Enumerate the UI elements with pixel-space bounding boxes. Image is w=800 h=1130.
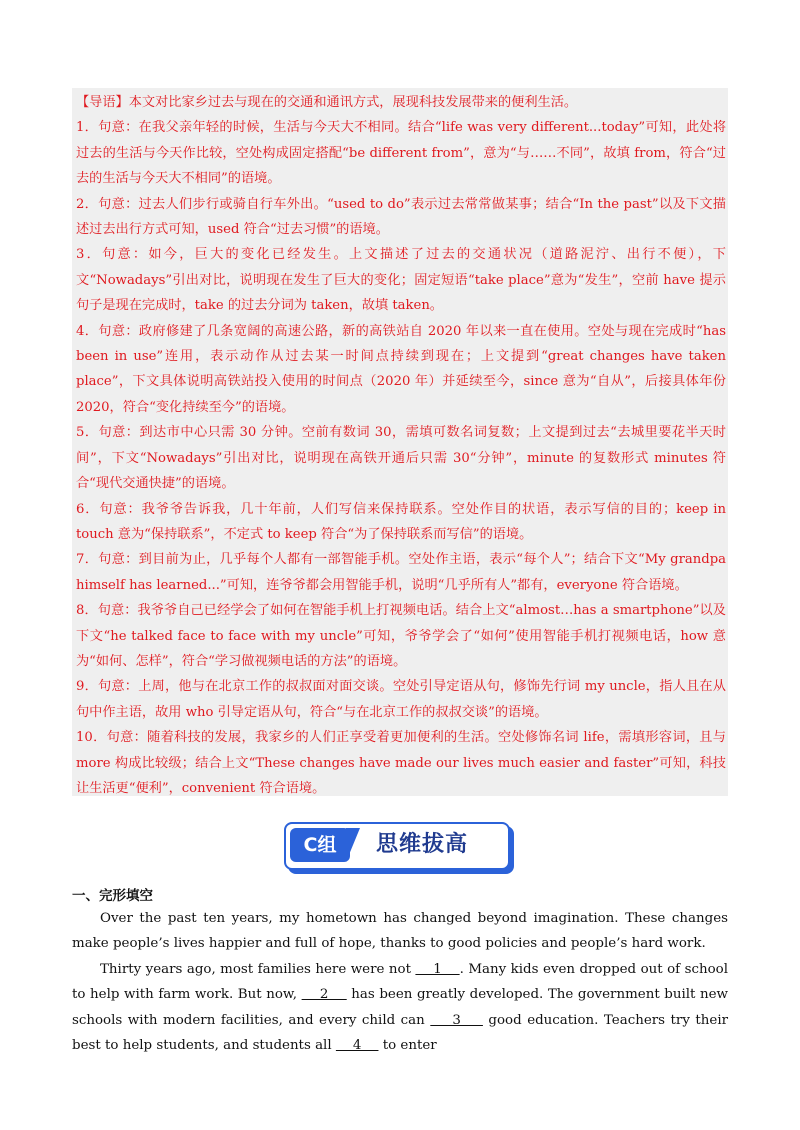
section-banner (284, 822, 512, 872)
analysis-item-7: 7．句意：到目前为止，几乎每个人都有一部智能手机。空处作主语，表示“每个人”；结合下文“My grandpa himself has learned...”可知，连爷爷都会用智能手机，说明“几乎所有人”都有，everyone 符合语境。 (76, 552, 726, 593)
passage-paragraph-2 (72, 957, 728, 1059)
answer-analysis-box (72, 88, 728, 796)
analysis-item-2: 2．句意：过去人们步行或骑自行车外出。“used to do”表示过去常常做某事；结合“In the past”以及下文描述过去出行方式可知，used 符合“过去习惯”的语境。 (76, 196, 726, 238)
analysis-item-10: 10．句意：随着科技的发展，我家乡的人们正享受着更加便利的生活。空处修饰名词 life，需填形容词，且与 more 构成比较级；结合上文“These changes have made our lives much easier and faster”可知，科技让生活更“便利”，convenient 符合语境。 (76, 730, 726, 796)
analysis-item-6: 6．句意：我爷爷告诉我，几十年前，人们写信来保持联系。空处作目的状语，表示写信的目的；keep in touch 意为“保持联系”，不定式 to keep 符合“为了保持联系而写信”的语境。 (76, 501, 726, 542)
analysis-item-1: 1．句意：在我父亲年轻的时候，生活与今天大不相同。结合“life was very different...today”可知，此处将过去的生活与今天作比较，空处构成固定搭配“be different from”，意为“与……不同”，故填 from，符合“过去的生活与今天大不相同”的语境。 (76, 120, 726, 187)
passage-text: to enter (378, 1038, 437, 1054)
blank-4: 4 (335, 1038, 379, 1054)
passage-text: . Many kids even dropped out of school to help with farm work. But now, (72, 961, 728, 1003)
banner-title: 思维拔高 (376, 832, 469, 857)
cloze-passage (72, 906, 728, 1058)
blank-3: 3 (430, 1012, 483, 1028)
analysis-item-3: 3．句意：如今，巨大的变化已经发生。上文描述了过去的交通状况（道路泥泞、出行不便），下文“Nowadays”引出对比，说明现在发生了巨大的变化；固定短语“take place”意为“发生”，空前 have 提示句子是现在完成时，take 的过去分词为 taken，故填 taken。 (76, 247, 726, 314)
analysis-item-9: 9．句意：上周，他与在北京工作的叔叔面对面交谈。空处引导定语从句，修饰先行词 my uncle，指人且在从句中作主语，故用 who 引导定语从句，符合“与在北京工作的叔叔交谈”的语境。 (76, 679, 726, 720)
passage-paragraph-1: Over the past ten years, my hometown has changed beyond imagination. These changes make people’s lives happier and full of hope, thanks to good policies and people’s hard work. (72, 911, 728, 952)
banner-tag: C组 (290, 828, 350, 862)
blank-2: 2 (301, 987, 347, 1003)
analysis-item-8: 8．句意：我爷爷自己已经学会了如何在智能手机上打视频电话。结合上文“almost…has a smartphone”以及下文“he talked face to face with my uncle”可知，爷爷学会了“如何”使用智能手机打视频电话，how 意为“如何、怎样”，符合“学习做视频电话的方法”的语境。 (76, 603, 726, 669)
analysis-intro: 【导语】本文对比家乡过去与现在的交通和通讯方式，展现科技发展带来的便利生活。 (76, 95, 578, 110)
passage-text: has been greatly developed. The government built new schools with modern facilities, and every child can (72, 987, 729, 1028)
analysis-item-4: 4．句意：政府修建了几条宽阔的高速公路，新的高铁站自 2020 年以来一直在使用。空处与现在完成时“has been in use”连用，表示动作从过去某一时间点持续到现在；上文提到“great changes have taken place”，下文具体说明高铁站投入使用的时间点（2020 年）并延续至今，since 意为“自从”，后接具体年份 2020，符合“变化持续至今”的语境。 (76, 323, 726, 415)
section-heading: 一、完形填空 (72, 888, 153, 904)
passage-text: Thirty years ago, most families here were not (100, 961, 416, 977)
passage-text: good education. Teachers try their best to help students, and students all (72, 1012, 729, 1054)
analysis-item-5: 5．句意：到达市中心只需 30 分钟。空前有数词 30，需填可数名词复数；上文提到过去“去城里要花半天时间”，下文“Nowadays”引出对比，说明现在高铁开通后只需 30“分钟”，minute 的复数形式 minutes 符合“现代交通快捷”的语境。 (76, 425, 726, 492)
blank-1: 1 (415, 961, 460, 977)
